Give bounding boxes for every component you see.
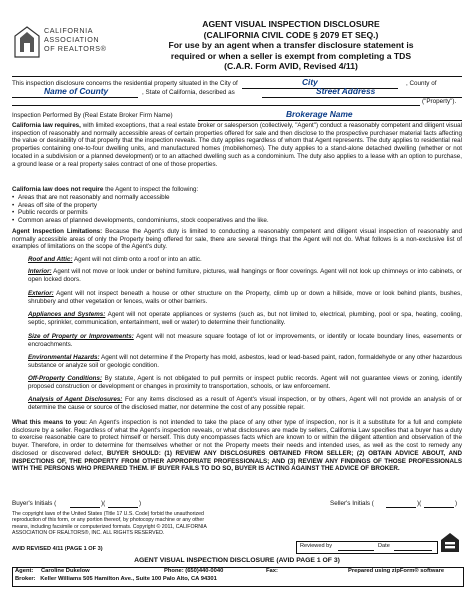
limitations-lead: Agent Inspection Limitations: [12, 228, 103, 235]
seller-initials-field-2[interactable] [424, 507, 454, 508]
equal-housing-icon [440, 532, 460, 554]
item-text: Agent will not climb onto a roof or into an attic. [72, 256, 202, 263]
item-label: Interior: [28, 268, 52, 275]
county-underline [12, 97, 138, 98]
state-text: , State of California, described as [142, 89, 235, 96]
car-logo-icon [14, 26, 40, 58]
what-means-lead: What this means to you: [12, 419, 88, 426]
footer-form-title: AGENT VISUAL INSPECTION DISCLOSURE (AVID PAGE 1 OF 3) [134, 557, 340, 564]
item-label: Off-Property Conditions: [28, 375, 103, 382]
copyright-line: means, including facsimile or computerized formats. Copyright © 2011, CALIFORNIA [12, 523, 207, 530]
date-field[interactable] [394, 550, 432, 551]
intro-lead: California law requires, [12, 122, 81, 129]
not-require-lead: California law does not require [12, 186, 104, 193]
buyer-initials-mid: )( [101, 500, 106, 507]
agent-line [15, 568, 90, 576]
title-line-3: For use by an agent when a transfer disclosure statement is [168, 40, 414, 51]
item-text: For any items disclosed as a result of Agent's visual inspection, or by others, Agent will not provide an analysis of or determine the cause or source of the disclosed matter, nor determine the cost of any possible repair. [28, 396, 462, 411]
item-label: Appliances and Systems: [28, 311, 106, 318]
form-title [120, 19, 462, 72]
reviewed-by-field[interactable] [338, 550, 374, 551]
intro-body: with limited exceptions, that a real estate broker or salesperson (collectively, "Agent") conduct a reasonably competent and diligent visual inspection of reasonably and normally accessible areas of certain properties offered for sale and then disclose to the prospective purchaser material facts affecting the value or desirability of that property that the inspection reveals. The duty applies regardless of whom that Agent represents. The duty applies to residential real properties containing one-to-four dwelling units, and manufactured homes (mobilehomes). The duty applies to a stand-alone detached dwelling (whether or not located in a subdivision or a planned development) or to an attached dwelling such as a condominium. The duty also applies to a lease with an option to purchase, a ground lease or a real property sales contract of one of those properties. [12, 122, 462, 168]
what-means-caps: BUYER SHOULD: (1) REVIEW ANY DISCLOSURES OBTAINED FROM SELLER; (2) OBTAIN ADVICE ABOUT, AND INSPECTIONS OF, THE PROPERTY FROM OTHER APPROPRIATE PROFESSIONALS; AND (3) REVIEW ANY FINDINGS OF THOSE PROFESSIONALS WITH THE PERSONS WHO PREPARED THEM. IF BUYER FAILS TO DO SO, BUYER IS ACTING AGAINST THE ADVICE OF BROKER. [12, 449, 462, 473]
phone-label: Phone: [164, 568, 184, 574]
seller-initials-field-1[interactable] [386, 507, 416, 508]
item-text: Agent will not measure square footage of lot or improvements, or identify or locate boundary lines, easements or encroachments. [28, 333, 463, 348]
list-item: • Areas that are not reasonably and normally accessible [12, 194, 269, 202]
seller-initials-label: Seller's Initials ( [330, 500, 374, 507]
copyright-line: The copyright laws of the United States (Title 17 U.S. Code) forbid the unauthorized [12, 511, 204, 517]
header-rule [12, 76, 462, 77]
seller-initials-close: ) [455, 500, 458, 507]
agent-name: Caroline Dukelow [40, 568, 90, 574]
item-analysis [28, 396, 462, 411]
car-logo [14, 20, 124, 76]
list-item: • Common areas of planned developments, condominiums, stock cooperatives and the like. [12, 217, 269, 225]
agent-label: Agent: [15, 568, 34, 574]
title-line-5: (C.A.R. Form AVID, Revised 4/11) [224, 61, 358, 72]
item-label: Size of Property or Improvements: [28, 333, 134, 340]
phone-number: (650)440-0040 [185, 568, 224, 574]
revision-label: AVID REVISED 4/11 (PAGE 1 OF 3) [12, 546, 103, 552]
item-roof [28, 256, 462, 264]
property-intro: This inspection disclosure concerns the residential property situated in the City of [12, 80, 238, 87]
street-field[interactable]: Street Address [316, 86, 376, 96]
prepared-label: Prepared using zipForm® software [348, 568, 445, 574]
not-require-body: the Agent to inspect the following: [103, 186, 199, 193]
intro-paragraph [12, 122, 462, 168]
copyright-line: reproduction of this form, or any portion thereof, by photocopy machine or any other [12, 517, 205, 524]
item-off-property [28, 375, 462, 390]
list-item: • Areas off site of the property [12, 202, 269, 210]
item-size [28, 333, 462, 348]
item-interior [28, 268, 462, 283]
title-line-2: (CALIFORNIA CIVIL CODE § 2079 ET SEQ.) [203, 29, 379, 40]
copyright-line: ASSOCIATION OF REALTORS®, INC. ALL RIGHTS RESERVED. [12, 529, 165, 536]
item-appliances [28, 311, 462, 326]
list-item: • Public records or permits [12, 209, 269, 217]
item-text: Agent will not move or look under or behind furniture, pictures, wall hangings or floor coverings. Agent will not look up chimneys or into cabinets, or open locked doors. [28, 268, 462, 283]
buyer-initials-field-2[interactable] [108, 507, 138, 508]
logo-text [44, 26, 107, 53]
item-text: By statute, Agent is not obligated to pull permits or inspect public records. Agent will not guarantee views or zoning, identify proposed construction or development or changes in proximity to transportation, schools, or law enforcement. [28, 375, 462, 390]
copyright-notice [12, 511, 207, 536]
limitations-paragraph [12, 228, 462, 251]
city-field[interactable]: City [302, 77, 318, 87]
logo-line-1: CALIFORNIA [44, 26, 94, 35]
what-means-paragraph [12, 419, 462, 473]
logo-line-3: OF REALTORS® [44, 44, 107, 53]
property-label: ("Property"). [422, 98, 457, 105]
broker-footer-text: Keller Williams 505 Hamilton Ave., Suite 100 Palo Alto, CA 94301 [40, 576, 217, 582]
broker-underline [198, 120, 462, 121]
item-label: Analysis of Agent Disclosures: [28, 396, 123, 403]
date-label: Date [378, 543, 390, 549]
what-means-body: An Agent's inspection is not intended to take the place of any other type of inspection, nor is it a substitute for a full and complete disclosure by a seller. Regardless of what the Agent's inspection reveals, or what disclosures are made by sellers, California Law specifies that a buyer has a duty to exercise reasonable care to protect himself or herself. This duty encompasses facts which are known to or within the diligent attention and observation of the buyer. Therefore, in order to determine for themselves whether or not the Property meets their needs and intended uses, as well as the cost to remedy any disclosed or discovered defect, [12, 419, 462, 457]
county-field[interactable]: Name of County [44, 86, 109, 96]
item-label: Exterior: [28, 290, 54, 297]
buyer-initials-close: ) [139, 500, 142, 507]
item-exterior [28, 290, 462, 305]
broker-label: Inspection Performed By (Real Estate Broker Firm Name) [12, 112, 173, 119]
phone-line [164, 568, 223, 576]
not-require-list [12, 194, 269, 224]
county-label: , County of [406, 80, 437, 87]
item-text: Agent will not operate appliances or systems (such as, but not limited to, electrical, plumbing, pool or spa, heating, cooling, septic, sprinkler, communication, entertainment, well or water) to determine their functionality. [28, 311, 462, 326]
reviewed-by-label: Reviewed by [300, 543, 333, 549]
not-require-heading [12, 186, 462, 194]
broker-field[interactable]: Brokerage Name [286, 109, 353, 119]
item-text: Agent will not determine if the Property has mold, asbestos, lead or lead-based paint, radon, formaldehyde or any other hazardous substance or analyze soil or geologic condition. [28, 354, 463, 369]
property-underline [12, 105, 420, 106]
seller-initials-mid: )( [417, 500, 422, 507]
item-label: Roof and Attic: [28, 256, 73, 263]
fax-label: Fax: [266, 568, 278, 574]
item-label: Environmental Hazards: [28, 354, 100, 361]
buyer-initials-label: Buyer's Initials ( [12, 500, 57, 507]
title-line-1: AGENT VISUAL INSPECTION DISCLOSURE [202, 19, 380, 29]
buyer-initials-field-1[interactable] [70, 507, 100, 508]
broker-line [15, 576, 217, 584]
limitations-body: Because the Agent's duty is limited to conducting a reasonably competent and diligent visual inspection of reasonably and normally accessible areas of only the Property being offered for sale, there are several things that the Agent will not do. What follows is a non-exclusive list of examples of limitations on the scope of the Agent's duty. [12, 228, 462, 251]
title-line-4: required or when a seller is exempt from completing a TDS [170, 50, 412, 61]
logo-line-2: ASSOCIATION [44, 35, 100, 44]
broker-footer-label: Broker: [15, 576, 36, 582]
item-text: Agent will not inspect beneath a house or other structure on the Property, climb up or down a hillside, move or look behind plants, bushes, shrubbery and other vegetation or fences, walls or other barriers. [28, 290, 462, 305]
item-environmental [28, 354, 462, 369]
